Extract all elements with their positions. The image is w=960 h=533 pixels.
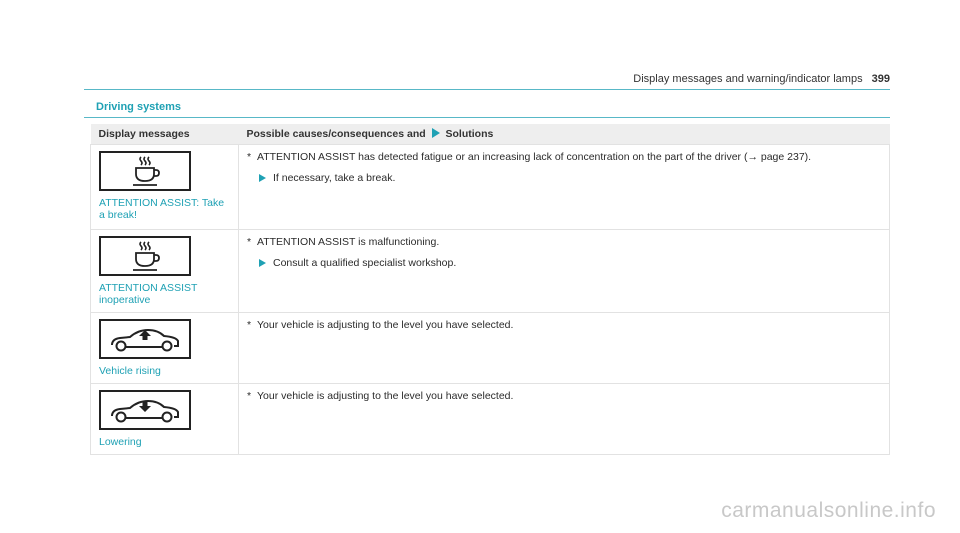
- vehicle-lowering-icon: [99, 390, 191, 430]
- table-header-row: [91, 124, 890, 145]
- cause-description: ATTENTION ASSIST has detected fatigue or an increasing lack of concentration on the part of the driver (→ page 237).: [257, 151, 812, 163]
- table-row: [91, 384, 890, 455]
- section-title: Driving systems: [96, 101, 181, 113]
- cause-text: [247, 151, 881, 164]
- running-header: [633, 73, 890, 85]
- display-message-cell: [91, 313, 239, 384]
- cause-bullet: *: [247, 236, 252, 248]
- causes-solutions-cell: [239, 230, 890, 313]
- display-message-cell: [91, 230, 239, 313]
- cause-text: [247, 236, 881, 249]
- page-number: 399: [871, 73, 890, 85]
- causes-solutions-cell: [239, 384, 890, 455]
- causes-solutions-cell: [239, 313, 890, 384]
- column-header-solutions-text: Solutions: [445, 128, 494, 140]
- column-header-display-messages: Display messages: [91, 124, 239, 145]
- vehicle-rising-icon: [99, 319, 191, 359]
- running-header-title: Display messages and warning/indicator lamps: [633, 73, 863, 85]
- cause-bullet: *: [247, 151, 252, 163]
- display-message-cell: [91, 145, 239, 230]
- table-row: [91, 230, 890, 313]
- coffee-cup-icon: [99, 151, 191, 191]
- cause-text: [247, 390, 881, 403]
- solution-step: [247, 257, 881, 270]
- cause-bullet: *: [247, 390, 252, 402]
- table-row: [91, 145, 890, 230]
- display-messages-table: [90, 124, 890, 455]
- message-label: ATTENTION ASSIST: Take a break!: [99, 197, 225, 221]
- causes-solutions-cell: [239, 145, 890, 230]
- cause-description: ATTENTION ASSIST is malfunctioning.: [257, 236, 440, 248]
- watermark: carmanualsonline.info: [721, 499, 936, 522]
- message-label: ATTENTION ASSIST inoperative: [99, 282, 198, 306]
- solution-arrow-icon: [432, 128, 440, 138]
- solution-description: If necessary, take a break.: [273, 172, 396, 184]
- column-header-causes-solutions: [239, 124, 890, 145]
- section-rule: [84, 117, 890, 118]
- cause-description: Your vehicle is adjusting to the level you have selected.: [257, 319, 514, 331]
- message-label: Vehicle rising: [99, 365, 161, 377]
- coffee-cup-icon: [99, 236, 191, 276]
- solution-arrow-icon: [259, 174, 266, 182]
- display-message-cell: [91, 384, 239, 455]
- table-row: [91, 313, 890, 384]
- cause-description: Your vehicle is adjusting to the level you have selected.: [257, 390, 514, 402]
- solution-description: Consult a qualified specialist workshop.: [273, 257, 457, 269]
- solution-arrow-icon: [259, 259, 266, 267]
- message-label: Lowering: [99, 436, 142, 448]
- solution-step: [247, 172, 881, 185]
- cause-text: [247, 319, 881, 332]
- column-header-causes-text: Possible causes/consequences and: [246, 128, 426, 140]
- header-rule: [84, 89, 890, 90]
- cause-bullet: *: [247, 319, 252, 331]
